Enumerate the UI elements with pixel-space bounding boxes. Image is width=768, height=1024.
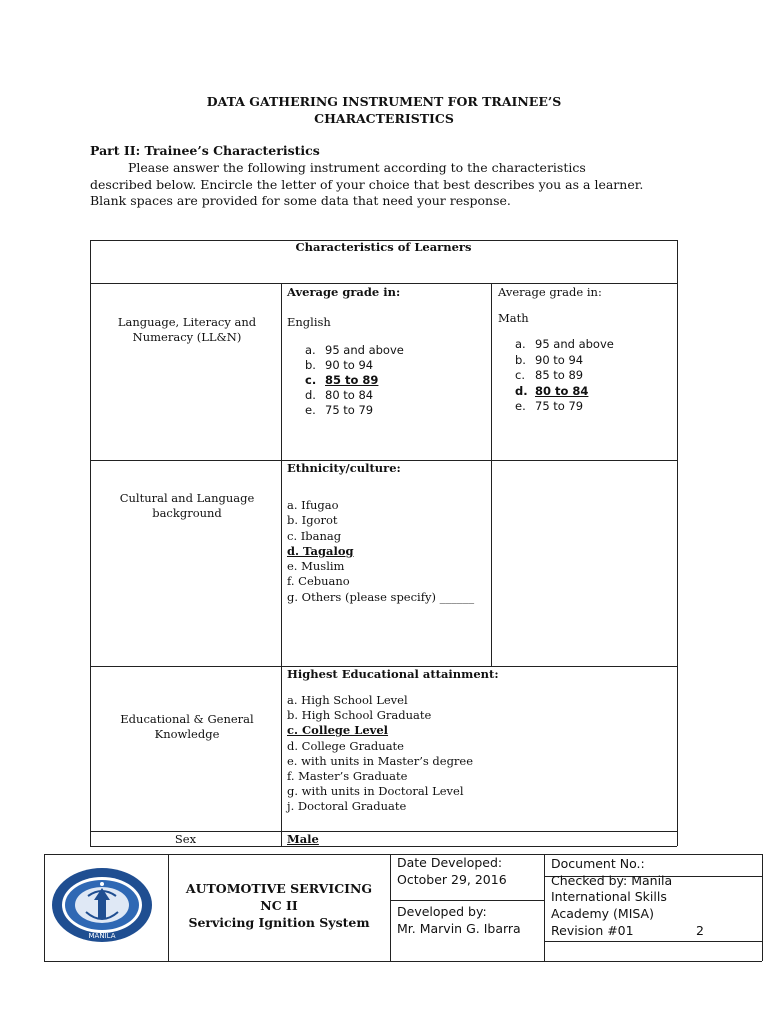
math-option-a[interactable]: a. 95 and above — [515, 337, 614, 351]
developed-by-value: Mr. Marvin G. Ibarra — [397, 921, 521, 936]
english-option-e[interactable]: e. 75 to 79 — [305, 403, 374, 417]
checked-by-line2: International Skills — [551, 889, 667, 904]
page-number: 2 — [696, 923, 704, 938]
english-grade-options — [305, 343, 404, 418]
ethnicity-option-g[interactable]: g. Others (please specify) ______ — [287, 589, 475, 604]
education-option-c[interactable]: c. College Level — [287, 723, 389, 738]
education-option-a[interactable]: a. High School Level — [287, 693, 408, 707]
course-line2: NC II — [260, 898, 298, 913]
math-grade-options — [515, 337, 614, 415]
education-option-e[interactable]: e. with units in Master’s degree — [287, 753, 474, 768]
developed-by-label: Developed by: — [397, 904, 487, 919]
course-line3: Servicing Ignition System — [188, 915, 370, 930]
date-developed-value: October 29, 2016 — [397, 872, 507, 887]
ethnicity-option-d[interactable]: d. Tagalog — [287, 543, 354, 558]
instructions-line3: Blank spaces are provided for some data that need your response. — [90, 193, 511, 208]
ethnicity-option-f[interactable]: f. Cebuano — [287, 574, 350, 589]
school-seal-logo — [50, 866, 154, 944]
english-option-a[interactable]: a. 95 and above — [305, 343, 404, 357]
english-option-d[interactable]: d. 80 to 84 — [305, 388, 374, 402]
row4-label: Sex — [174, 832, 197, 846]
course-line1: AUTOMOTIVE SERVICING — [185, 881, 373, 896]
education-option-d[interactable]: d. College Graduate — [287, 738, 404, 753]
row1-math-heading: Average grade in: — [498, 285, 602, 299]
ethnicity-option-a[interactable]: a. Ifugao — [287, 498, 339, 512]
math-option-c[interactable]: c. 85 to 89 — [515, 368, 584, 382]
checked-by-line1: Checked by: Manila — [551, 873, 673, 888]
row1-math-subject: Math — [498, 311, 529, 325]
education-option-f[interactable]: f. Master’s Graduate — [287, 769, 408, 784]
row2-label: Cultural and Language background — [119, 491, 255, 520]
row1-english-subject: English — [287, 315, 331, 329]
math-option-b[interactable]: b. 90 to 94 — [515, 352, 584, 367]
document-title-line1: DATA GATHERING INSTRUMENT FOR TRAINEE’S — [206, 94, 562, 109]
ethnicity-options — [287, 498, 474, 605]
ethnicity-option-b[interactable]: b. Igorot — [287, 513, 338, 528]
education-option-g[interactable]: g. with units in Doctoral Level — [287, 784, 464, 799]
course-title — [168, 880, 390, 931]
english-option-c[interactable]: c. 85 to 89 — [305, 373, 379, 387]
math-option-d[interactable]: d. 80 to 84 — [515, 383, 589, 398]
date-developed-label: Date Developed: — [397, 855, 503, 870]
instructions-line2: described below. Encircle the letter of your choice that best describes you as a learner. — [90, 177, 644, 192]
row3-label: Educational & General Knowledge — [120, 712, 254, 741]
row3-heading: Highest Educational attainment: — [287, 667, 499, 681]
checked-by-line3: Academy (MISA) — [551, 906, 654, 921]
table-header: Characteristics of Learners — [295, 240, 472, 254]
education-option-j[interactable]: j. Doctoral Graduate — [287, 799, 407, 814]
math-option-e[interactable]: e. 75 to 79 — [515, 399, 584, 413]
education-option-b[interactable]: b. High School Graduate — [287, 708, 432, 723]
svg-text:MANILA: MANILA — [88, 932, 116, 940]
document-title-line2: CHARACTERISTICS — [314, 111, 454, 126]
instructions-line1: Please answer the following instrument according to the characteristics — [128, 160, 586, 175]
document-no-label: Document No.: — [551, 856, 645, 871]
row1-english-heading: Average grade in: — [287, 285, 401, 299]
ethnicity-option-e[interactable]: e. Muslim — [287, 559, 345, 574]
revision-number: Revision #01 — [551, 923, 634, 938]
row2-heading: Ethnicity/culture: — [287, 461, 401, 475]
sex-value: Male — [287, 832, 319, 846]
ethnicity-option-c[interactable]: c. Ibanag — [287, 528, 342, 543]
part-heading: Part II: Trainee’s Characteristics — [90, 143, 320, 158]
education-options — [287, 693, 473, 815]
row1-label: Language, Literacy and Numeracy (LL&N) — [117, 315, 257, 344]
english-option-b[interactable]: b. 90 to 94 — [305, 358, 374, 372]
